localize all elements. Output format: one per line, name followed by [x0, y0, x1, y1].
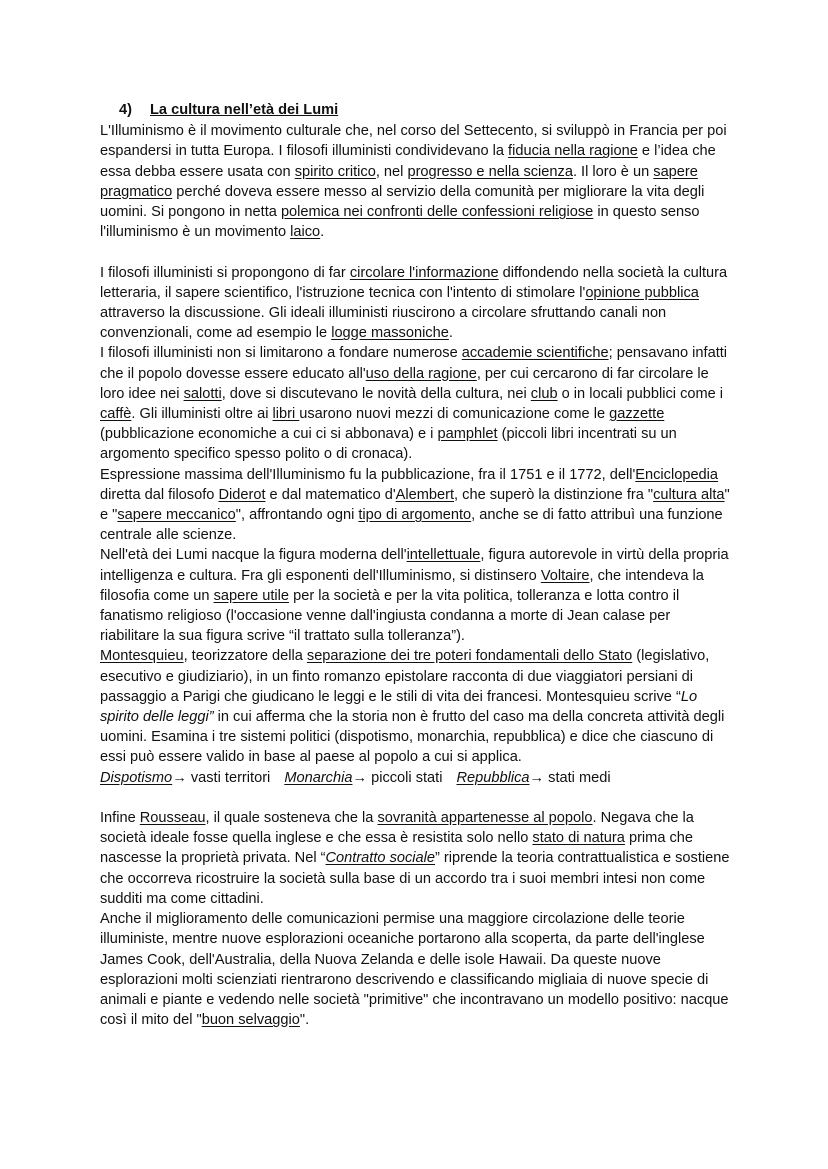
text-run: , che superò la distinzione fra ": [454, 486, 654, 503]
underlined-term: caffè: [100, 406, 132, 423]
underlined-term: laico: [290, 224, 321, 241]
text-run: .: [320, 224, 325, 241]
paragraph-illuminismo-intro: [100, 121, 732, 242]
underlined-term: circolare l'informazione: [349, 264, 499, 281]
text-run: in cui afferma che la storia non è frutto del caso ma della concreta attività degli uomini. Esamina i tre sistemi politici (dispotismo, monarchia, repubblica) e dice che ciascuno di essi può essere valido in base al paese al popolo a cui si applica.: [100, 709, 725, 766]
underlined-term: spirito critico: [294, 163, 376, 180]
text-run: Espressione massima dell'Illuminismo fu la pubblicazione, fra il 1751 e il 1772, dell': [100, 466, 636, 483]
paragraph-circolare-informazione: [100, 263, 732, 344]
text-run: (pubblicazione economiche a cui ci si abbonava) e i: [100, 426, 438, 443]
underlined-term: progresso e nella scienza: [407, 163, 573, 180]
paragraph-rousseau: [100, 808, 732, 909]
underlined-term: gazzette: [609, 406, 665, 423]
text-run: , figura autorevole in virtù della propria intelligenza e cultura. Fra gli esponenti dell'Illuminismo, si distinsero: [100, 547, 729, 584]
text-run: ” riprende la teoria contrattualistica e sostiene che occorreva ricostruire la società sulla base di un accordo tra i suoi membri intesi non come sudditi ma come cittadini.: [100, 850, 730, 907]
text-run: (piccoli libri incentrati su un argomento specifico spesso polito o di cronaca).: [100, 426, 677, 463]
text-run: perché doveva essere messo al servizio della comunità per migliorare la vita degli uomini. Si pongono in netta: [100, 183, 705, 221]
underlined-term: libri: [272, 406, 300, 423]
text-run: , che intendeva la filosofia come un: [100, 567, 704, 604]
repubblica-label: Repubblica: [456, 769, 530, 786]
text-run: . Negava che la società ideale fosse quella inglese e che essa è resistita solo nello: [100, 810, 694, 847]
text-run: . Il loro è un: [572, 163, 654, 180]
underlined-term: cultura alta: [653, 486, 725, 503]
paragraph-gap: [100, 788, 732, 808]
dispotismo-label: Dispotismo: [100, 769, 173, 786]
underlined-term: Enciclopedia: [635, 466, 719, 483]
repubblica-text: → stati medi: [529, 769, 611, 786]
dispotismo-text: → vasti territori: [172, 769, 271, 786]
paragraph-enciclopedia: [100, 465, 732, 546]
paragraph-intellettuale: [100, 545, 732, 646]
underlined-term: buon selvaggio: [201, 1012, 300, 1029]
text-run: . Gli illuministi oltre ai: [131, 406, 273, 423]
underlined-term: polemica nei confronti delle confessioni religiose: [280, 204, 594, 221]
text-run: e l’idea che essa debba essere usata con: [100, 143, 716, 180]
underlined-term: intellettuale: [406, 547, 481, 564]
text-run: per la società e per la vita politica, tolleranza e lotta contro il fanatismo religioso (l'occasione venne dall'ingiusta condanna a morte di Jean calase per riabilitare la sua figura scrive “il trattato sulla tolleranza”).: [100, 587, 680, 645]
text-run: Nell'età dei Lumi nacque la figura moderna dell': [100, 547, 407, 564]
underlined-term: Rousseau: [139, 810, 206, 827]
text-run: diffondendo nella società la cultura letteraria, il sapere scientifico, l'istruzione tecnica con l'intento di stimolare l': [100, 264, 728, 301]
section-number: 4): [119, 102, 132, 118]
text-run: Anche il miglioramento delle comunicazioni permise una maggiore circolazione delle teorie illuministe, mentre nuove esplorazioni oceaniche portarono alla scoperta, da parte dell'inglese James Cook, dell'Australia, della Nuova Zelanda e delle isole Hawaii. Da queste nuove esplorazioni molti scienziati rientrarono descrivendo e classificando migliaia di nuove specie di animali e piante e vedendo nelle società "primitive" che incontravano un modello positivo: nacque così il mito del ": [100, 911, 729, 1029]
underlined-term: opinione pubblica: [585, 284, 699, 301]
text-run: L'Illuminismo è il movimento culturale che, nel corso del Settecento, si sviluppò in Francia per poi espandersi in tutta Europa. I filosofi illuministi condividevano la: [100, 123, 727, 160]
underlined-term: sapere meccanico: [117, 507, 236, 524]
text-run: , dove si discutevano le novità della cultura, nei: [221, 385, 531, 402]
underlined-term: tipo di argomento: [358, 507, 472, 524]
underlined-term: sapere utile: [213, 587, 290, 604]
section-heading: [119, 100, 732, 120]
paragraph-montesquieu: [100, 646, 732, 767]
underlined-term: Contratto sociale: [325, 850, 436, 867]
paragraph-accademie: [100, 343, 732, 464]
underlined-term: stato di natura: [532, 830, 625, 847]
text-run: o in locali pubblici come i: [557, 385, 724, 402]
underlined-term: Alembert: [395, 486, 455, 503]
text-run: ".: [299, 1012, 310, 1029]
text-run: (legislativo, esecutivo e giudiziario), in un finto romanzo epistolare racconta di due viaggiatori persiani di passaggio a Parigi che giudicano le leggi e le stili di vita dei francesi. Montesquieu scrive “: [100, 648, 710, 705]
section-title: La cultura nell’età dei Lumi: [150, 102, 339, 118]
underlined-term: sapere pragmatico: [100, 163, 698, 200]
text-run: " e ": [100, 486, 730, 524]
paragraph-gap: [100, 242, 732, 262]
monarchia-text: → piccoli stati: [352, 769, 443, 786]
underlined-term: Montesquieu: [100, 648, 184, 665]
text-run: , nel: [375, 163, 408, 180]
text-run: , il quale sosteneva che la: [205, 810, 378, 827]
underlined-term: club: [530, 385, 558, 402]
text-run: Infine: [100, 810, 140, 827]
text-run: , anche se di fatto attribuì una funzione centrale alle scienze.: [100, 507, 723, 544]
monarchia-label: Monarchia: [284, 769, 353, 786]
text-run: in questo senso l'illuminismo è un movimento: [100, 204, 700, 241]
underlined-term: fiducia nella ragione: [508, 143, 638, 160]
text-run: , teorizzatore della: [183, 648, 307, 665]
text-run: e dal matematico d': [265, 486, 396, 503]
text-run: prima che nascesse la proprietà privata. Nel “: [100, 830, 694, 867]
text-run: I filosofi illuministi non si limitarono a fondare numerose: [100, 345, 462, 362]
text-run: ; pensavano infatti che il popolo dovesse essere educato all': [100, 345, 728, 382]
text-run: usarono nuovi mezzi di comunicazione come le: [299, 406, 610, 423]
text-run: ", affrontando ogni: [235, 507, 359, 524]
underlined-term: logge massoniche: [331, 325, 449, 342]
underlined-term: accademie scientifiche: [461, 345, 609, 362]
document-page: [100, 100, 732, 1030]
governments-summary-row: [100, 768, 732, 788]
underlined-term: pamphlet: [437, 426, 498, 443]
text-run: .: [448, 325, 453, 342]
text-run: diretta dal filosofo: [100, 486, 219, 503]
underlined-term: salotti: [183, 385, 222, 402]
paragraph-esplorazioni: [100, 909, 732, 1030]
underlined-term: uso della ragione: [365, 365, 477, 382]
text-run: I filosofi illuministi si propongono di far: [100, 264, 350, 281]
underlined-term: sovranità appartenesse al popolo: [377, 810, 593, 827]
text-run: , per cui cercarono di far circolare le loro idee nei: [100, 365, 709, 402]
underlined-term: Voltaire: [540, 567, 590, 584]
underlined-term: separazione dei tre poteri fondamentali dello Stato: [306, 648, 633, 665]
underlined-term: Diderot: [218, 486, 266, 503]
text-run: attraverso la discussione. Gli ideali illuministi riuscirono a circolare sfruttando canali non convenzionali, come ad esempio le: [100, 305, 667, 342]
italic-title: Lo spirito delle leggi”: [100, 688, 698, 726]
